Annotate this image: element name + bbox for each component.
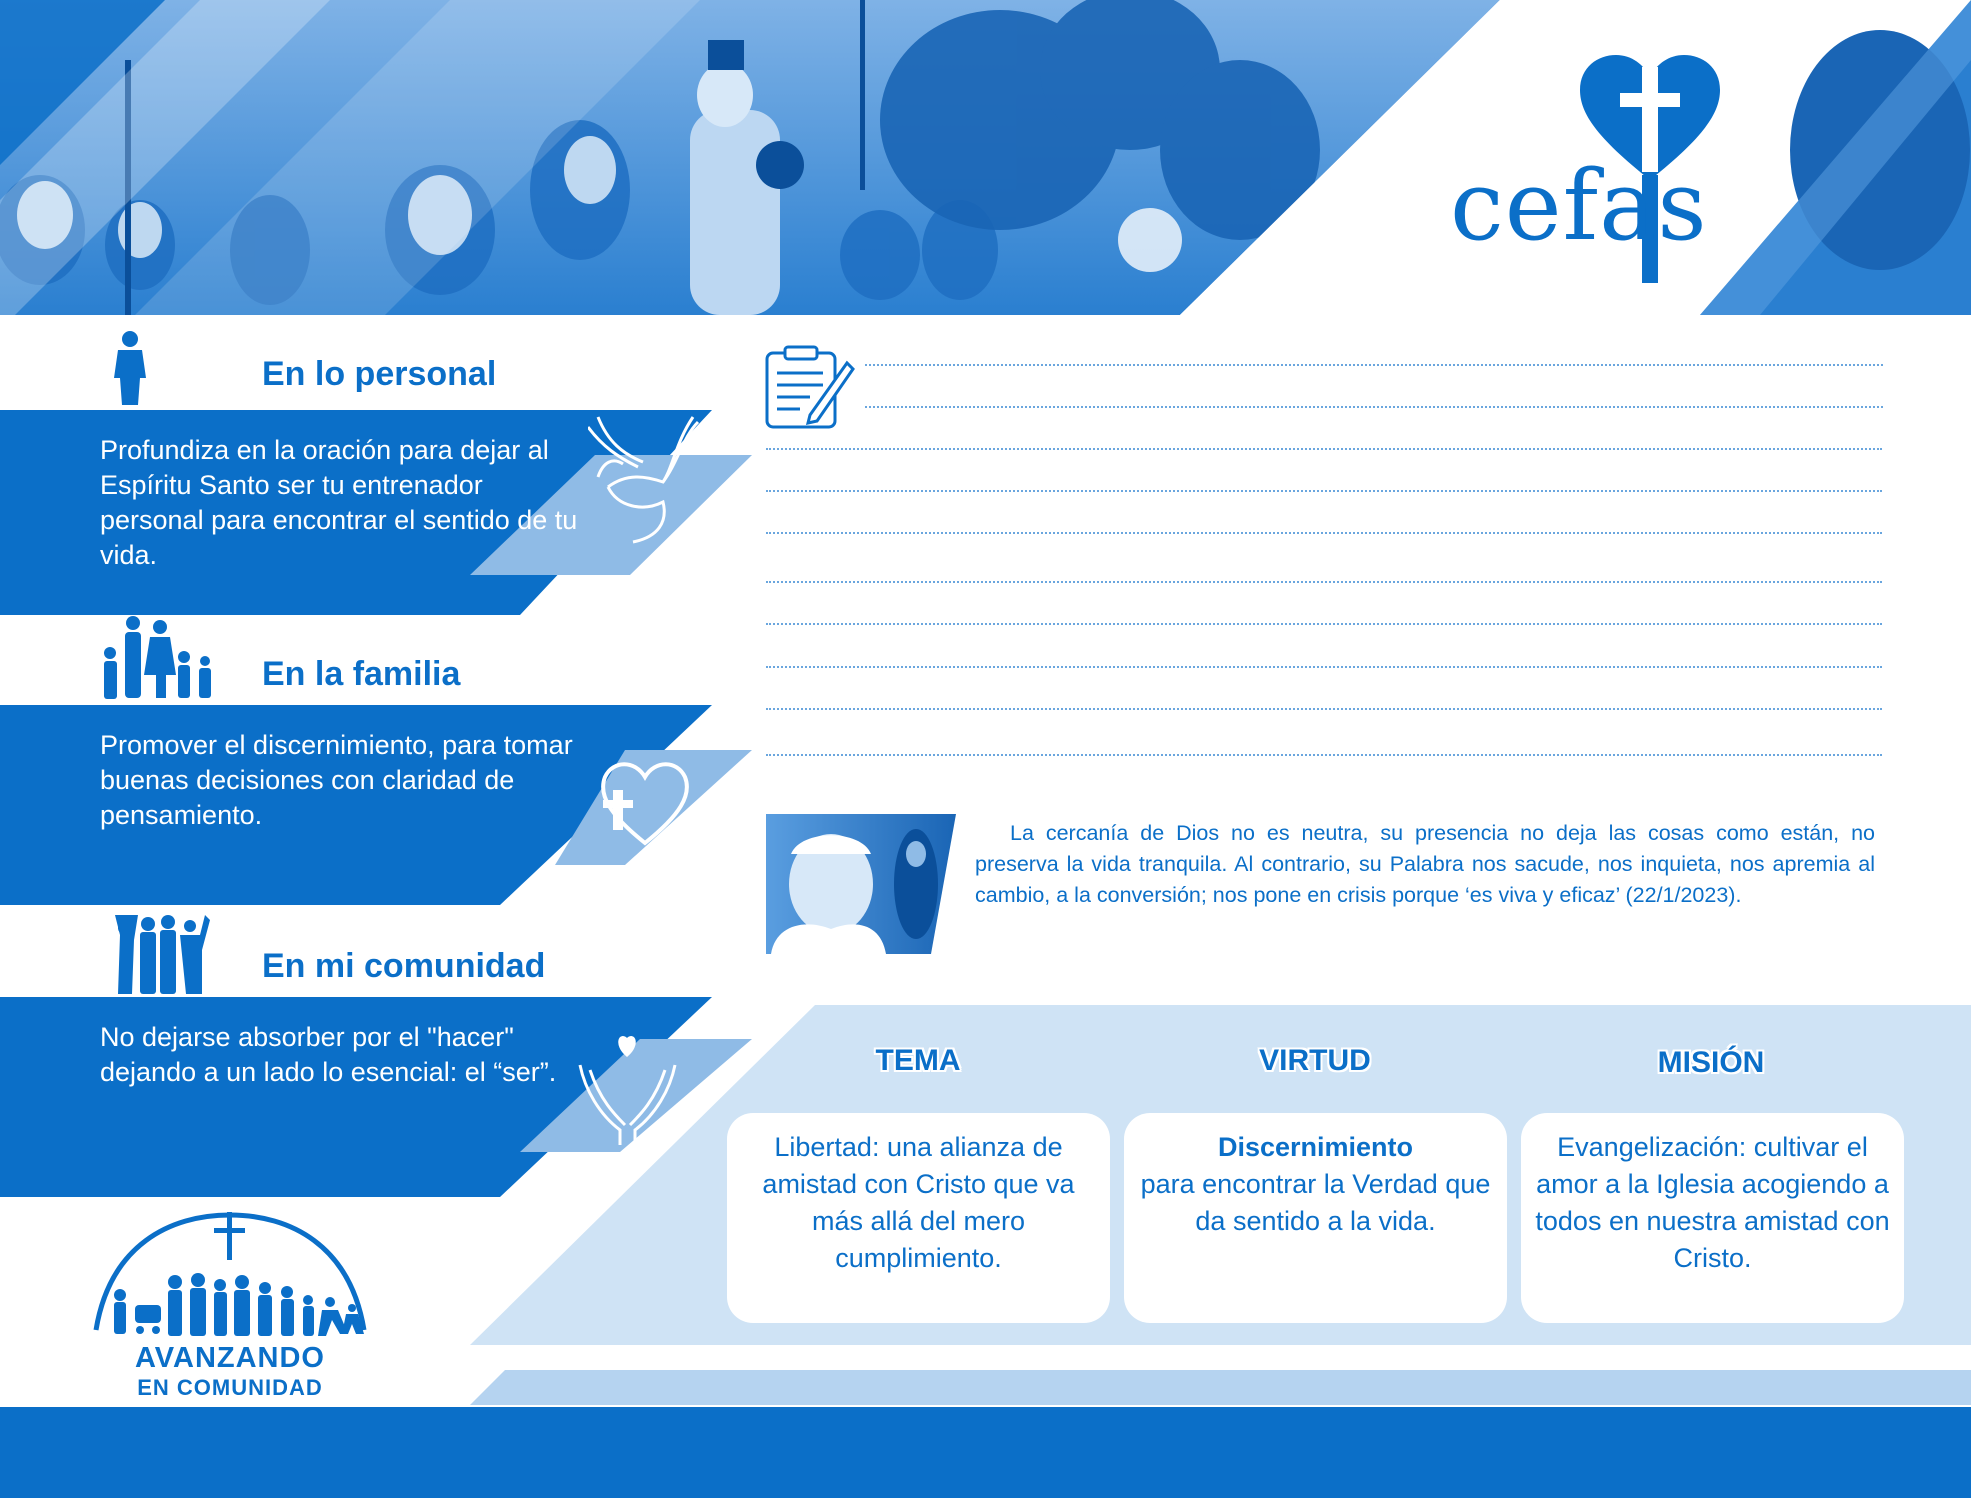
column-heading-tema: TEMA xyxy=(875,1044,961,1077)
card-text: Evangelización: cultivar el amor a la Iglesia acogiendo a todos en nuestra amistad con Cristo. xyxy=(1535,1132,1890,1273)
pope-portrait xyxy=(766,814,956,954)
note-line[interactable] xyxy=(865,406,1883,408)
card-text: para encontrar la Verdad que da sentido a la vida. xyxy=(1140,1169,1491,1236)
note-line[interactable] xyxy=(766,623,1882,625)
note-line[interactable] xyxy=(766,581,1882,583)
note-line[interactable] xyxy=(766,708,1882,710)
person-icon xyxy=(100,330,160,405)
card-mision xyxy=(1521,1113,1904,1323)
quote-text: La cercanía de Dios no es neutra, su presencia no deja las cosas como están, no preserva la vida tranquila. Al contrario, su Palabra nos sacude, nos inquieta, nos apremia al cambio, a la conversión; nos pone en crisis porque ‘es viva y eficaz’ (22/1/2023). xyxy=(975,821,1875,907)
community-icon xyxy=(110,910,210,995)
cefas-wordmark: cefas xyxy=(1450,150,1708,262)
avanzando-subtitle: EN COMUNIDAD xyxy=(137,1375,323,1400)
community-dome-icon xyxy=(90,1210,370,1345)
section-title-community: En mi comunidad xyxy=(262,947,546,985)
card-tema xyxy=(727,1113,1110,1323)
notepad-pen-icon xyxy=(765,345,855,430)
note-line[interactable] xyxy=(766,532,1882,534)
family-icon xyxy=(100,615,215,700)
note-line[interactable] xyxy=(865,364,1883,366)
card-text: Libertad: una alianza de amistad con Cristo que va más allá del mero cumplimiento. xyxy=(762,1132,1075,1273)
section-text-family: Promover el discernimiento, para tomar buenas decisiones con claridad de pensamiento. xyxy=(100,730,573,830)
note-line[interactable] xyxy=(766,448,1882,450)
section-title-personal: En lo personal xyxy=(262,355,497,393)
note-line[interactable] xyxy=(766,490,1882,492)
section-text-personal: Profundiza en la oración para dejar al Espíritu Santo ser tu entrenador personal para encontrar el sentido de tu vida. xyxy=(100,435,578,570)
avanzando-logo xyxy=(90,1210,370,1400)
note-line[interactable] xyxy=(766,666,1882,668)
section-title-family: En la familia xyxy=(262,655,461,693)
card-bold: Discernimiento xyxy=(1217,1132,1414,1162)
card-virtud xyxy=(1124,1113,1507,1323)
column-heading-virtud: VIRTUD xyxy=(1259,1044,1371,1077)
column-heading-mision: MISIÓN xyxy=(1657,1046,1765,1079)
section-text-community: No dejarse absorber por el "hacer" dejando a un lado lo esencial: el “ser”. xyxy=(100,1022,557,1087)
note-line[interactable] xyxy=(766,754,1882,756)
dove-icon xyxy=(588,412,708,547)
cefas-logo xyxy=(1430,55,1720,285)
avanzando-title: AVANZANDO xyxy=(135,1342,325,1374)
